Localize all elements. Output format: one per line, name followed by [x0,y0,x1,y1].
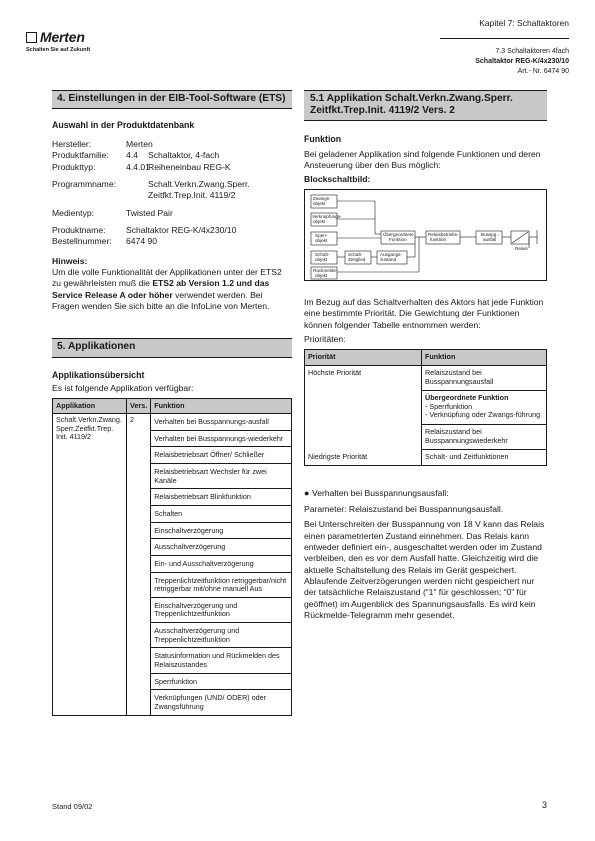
medien-key: Medientyp: [52,207,95,218]
product-label: Schaltaktor REG-K/4x230/10 [475,58,569,66]
function-cell: Relaisbetriebsart Öffner/ Schließer [151,447,292,464]
hersteller-key: Hersteller: [52,138,92,149]
funktion-heading: Funktion [304,134,342,145]
function-cell: Verhalten bei Busspannungs-wiederkehr [151,430,292,447]
bezug-text: Im Bezug auf das Schaltverhalten des Aktors hat jede Funktion eine bestimmte Priorität. Die Gewichtung der Funktionen können folgender Tabelle entnommen werden: [304,297,544,330]
bussp-label: Busspg.- [481,232,500,238]
medien-list [52,208,292,219]
auswahl-heading: Auswahl in der Produktdatenbank [52,120,195,131]
sperr-label-2: objekt [315,238,328,244]
uebersicht-text: Es ist folgende Applikation verfügbar: [52,383,194,394]
zeitglied-label: Schalt- [348,252,363,258]
prio-low: Niedrigste Priorität [308,452,368,462]
article-number: Art.- Nr. 6474 90 [517,68,569,76]
rueck-label-2: objekt [315,273,328,279]
sperr-label: Sperr- [315,233,328,239]
ausgang-label-2: zustand [380,257,397,263]
hinweis-text-2: verwendet werden. Bei Fragen wenden Sie sich bitte an die InfoLine von Merten. [52,289,270,311]
blockschaltbild-heading: Blockschaltbild: [304,173,371,184]
familie-number: 4.4 [126,150,138,161]
logo-slogan: Schalten Sie auf Zukunft [26,47,91,54]
table-row [53,414,292,431]
relais-label: Relais [515,246,528,252]
function-cell: Einschaltverzögerung und Treppenlichtzeitfunktion [151,597,292,622]
produkt-list [52,225,292,248]
function-cell: Statusinformation und Rückmelden des Relaiszustandes [151,648,292,673]
block-diagram [304,189,547,281]
logo-text: Merten [40,29,85,45]
produktname-key: Produktname: [52,224,106,235]
right-column [304,90,547,621]
vers-col-header: Vers. [127,398,151,414]
section-4-heading: 4. Einstellungen in der EIB-Tool-Software (ETS) [52,90,292,109]
header-subinfo [475,47,569,77]
programm-key: Programmname: [52,178,116,189]
program-data-list [52,179,292,202]
section-label: 7.3 Schaltaktoren 4fach [495,48,569,55]
typ-key: Produkttyp: [52,161,96,172]
rueck-label: Rückmelde- [313,268,338,274]
verkn-label: Verknüpfungs- [312,214,342,220]
section-5-heading: 5. Applikationen [52,338,292,357]
function-cell: Ausschaltverzögerung und Treppenlichtzeitfunktion [151,623,292,648]
bestell-value: 6474 90 [126,236,158,247]
prio-row-2 [422,391,547,425]
busausfall-text: Bei Unterschreiten der Busspannung von 18 V kann das Relais einen parametrierten Zustand einnehmen. Das Relais kann entweder definiert ein-, ausgeschaltet werden oder im Zustand verbleiben, den es vor dem Ausfall hatte. Gleichzeitig wird die aktuelle Schaltstellung des Relais im Gerät gespeichert. Ablaufende Zeitverzögerungen werden nicht gespeichert nur der tatsächliche Relaiszustand (“1” für geschlossen; “0” für geöffnet) im Augenblick des Spannungsausfalls. Es wird kein Rückmelde-Telegramm mehr gesendet. [304,519,545,621]
function-cell: Ausschaltverzögerung [151,539,292,556]
block-diagram-svg [305,190,548,282]
programm-value-2: Zeitfkt.Trep.Init. 4119/2 [148,190,236,201]
familie-key: Produktfamilie: [52,150,109,161]
prio-row-2-title: Übergeordnete Funktion [425,393,509,403]
prio-funktion-col-header: Funktion [422,350,547,366]
funktion-text: Bei geladener Applikation sind folgende Funktionen und deren Ansteuerung über den Bus möglich: [304,149,541,171]
function-cell: Relaisbetriebsart Blinkfunktion [151,489,292,506]
app-col-header: Applikation [53,398,127,414]
logo-square-icon [26,32,37,43]
prio-row-3: Relaiszustand bei Busspannungswiederkehr [422,425,547,450]
page-number: 3 [541,800,547,810]
function-cell: Einschaltverzögerung [151,522,292,539]
header-rule [440,38,569,39]
programm-value-1: Schalt.Verkn.Zwang.Sperr. [148,178,250,189]
function-cell: Schalten [151,505,292,522]
param-text: Parameter: Relaiszustand bei Busspannungsausfall. [304,504,504,514]
schalt-label: Schalt- [315,252,330,258]
ausgang-label: Ausgangs- [380,252,402,258]
function-cell: Sperrfunktion [151,673,292,690]
function-cell: Treppenlichtzeitfunktion retriggerbar/nicht retriggerbar mit/ohne manuell Aus [151,572,292,597]
footer-stand: Stand 09/02 [52,802,93,811]
bullet-dot-icon: ● [304,488,312,499]
relaisbetrieb-label: Relaisbetriebs- [428,232,459,238]
familie-value: Schaltaktor, 4-fach [148,150,220,161]
product-data-list [52,139,292,173]
produktname-value: Schaltaktor REG-K/4x230/10 [126,224,237,235]
function-cell: Verhalten bei Busspannungs-ausfall [151,414,292,431]
hinweis-text-1: Um die volle Funktionalität der Applikationen unter der ETS2 zu gewährleisten muß die [52,266,282,289]
prioritaeten-label: Prioritäten: [304,334,346,345]
hinweis-text-bold: ETS2 ab Version 1.2 und das Service Release A oder höher [52,278,270,300]
typ-number: 4.4.01 [126,161,150,172]
function-cell: Verknüpfungen (UND/ ODER) oder Zwangsführung [151,690,292,715]
priority-table [304,349,547,466]
relaisbetrieb-label-2: funktion [430,237,447,243]
merten-logo [26,28,90,55]
schalt-label-2: objekt [315,257,328,263]
application-table [52,398,292,716]
hersteller-value: Merten [126,138,153,149]
zeitglied-label-2: Zeitglied [348,257,366,263]
function-cell: Ein- und Ausschaltverzögerung [151,555,292,572]
app-name-cell: Schalt.Verkn.Zwang. Sperr.Zeitfkt.Trep. Init. 4119/2 [53,414,127,715]
chapter-header [479,18,569,33]
verkn-label-2: objekt [313,219,326,225]
left-column [52,90,292,716]
uebersicht-heading: Applikationsübersicht [52,369,145,380]
prio-row-4: Schalt- und Zeitfunktionen [422,450,547,466]
bullet-title: Verhalten bei Busspannungsausfall: [311,488,449,499]
prio-row-2-b: - Verknüpfung oder Zwangs-führung [425,410,541,420]
prio-row-2-a: - Sperrfunktion [425,401,473,411]
prio-row-1: Relaiszustand bei Busspannungsausfall [422,366,547,391]
ueber-label: Übergeordnete [383,232,414,238]
bestell-key: Bestellnummer: [52,236,112,247]
function-cell: Relaisbetriebsart Wechsler für zwei Kanäle [151,464,292,489]
prio-range-cell [305,366,422,466]
chapter-title: Kapitel 7: Schaltaktoren [479,18,569,28]
typ-value: Reiheneinbau REG-K [148,161,231,172]
bussp-label-2: ausfall [483,237,497,243]
hinweis-text [52,267,292,312]
funktion-col-header: Funktion [151,398,292,414]
prio-col-header: Priorität [305,350,422,366]
bullet-item [304,488,547,500]
zwang-label-2: objekt [313,201,326,207]
section-5-1-heading: 5.1 Applikation Schalt.Verkn.Zwang.Sperr. Zeitfkt.Trep.Init. 4119/2 Vers. 2 [304,90,547,121]
medien-value: Twisted Pair [126,207,173,218]
zwang-label: Zwangs- [313,196,331,202]
version-cell: 2 [127,414,151,715]
hinweis-heading: Hinweis: [52,255,88,266]
ueber-label-2: Funktion [389,237,407,243]
prio-high: Höchste Priorität [308,368,362,378]
